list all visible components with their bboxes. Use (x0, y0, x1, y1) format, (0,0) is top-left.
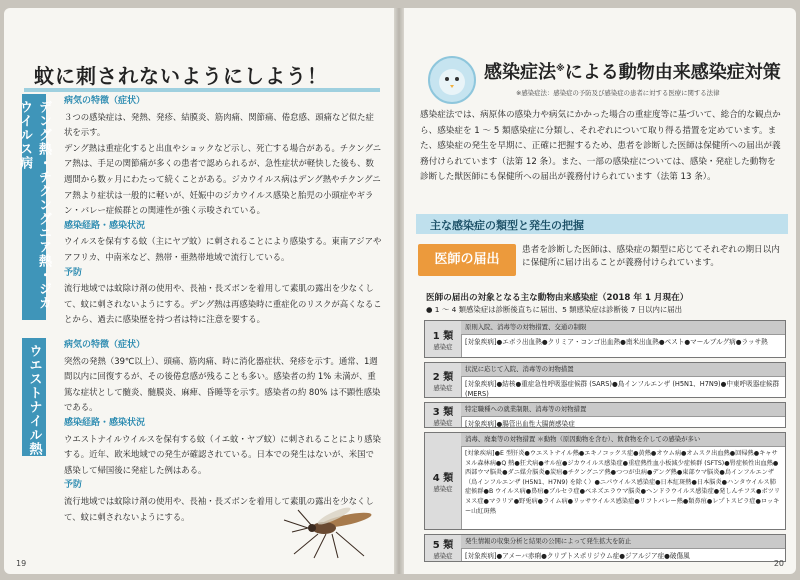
symptoms-text: 突然の発熱（39℃以上）、頭痛、筋肉痛、時に消化器症状、発疹を示す。通常、1週間以内に回復するが、その後倦怠感が残ることも多い。感染者の約 1% 未満が、重篤な症状として髄炎、髄膜炎、麻痺、昏睡等を示す。感染者の約 80% は不顕性感染である。 (64, 355, 381, 413)
class-number: 1 類 (432, 331, 454, 342)
title-mark: ※ (556, 64, 565, 74)
section-heading: 主な感染症の類型と発生の把握 (430, 219, 584, 232)
disease-band-dengue: デング熱・チクングニア熱・ジカウイルス病 (22, 94, 46, 320)
page-number: 19 (16, 559, 27, 568)
route-heading: 感染経路・感染状況 (64, 220, 146, 231)
class-body (461, 403, 785, 427)
class-diseases: [対象疾病]●E 型肝炎●ウエストナイル熱●エキノコックス症●黄熱●オウム病●オムスク出血熱●回帰熱●キャサヌル森林病●Q 熱●狂犬病●サル痘●ジカウイルス感染症●重症熱性血小板減少症候群 (SFTS)●腎症候性出血熱●西部ウマ脳炎●ダニ媒介脳炎●炭疽●チクングニア熱●つつが虫病●デング熱●東部ウマ脳炎●鳥インフルエンザ（鳥インフルエンザ (H5N1、H7N9) を除く）●ニパウイルス感染症●日本紅斑熱●日本脳炎●ハンタウイルス肺症候群●B ウイルス病●鼻疽●ブルセラ症●ベネズエラウマ脳炎●ヘンドラウイルス感染症●発しんチフス●ボツリヌス症●マラリア●野兎病●ライム病●リッサウイルス感染症●リフトバレー熱●類鼻疽●レプトスピラ症●ロッキー山紅斑熱 (465, 450, 781, 515)
class-label (425, 363, 462, 397)
prevention-text: 流行地域では蚊除け剤の使用や、長袖・長ズボンを着用して素肌の露出を少なくして、蚊に刺されないようにする。デング熱は再感染時に重症化のリスクが高くなることから、過去に感染歴を持つ者は特に注意を要する。 (64, 283, 382, 325)
symptoms-detail: デング熱は重症化すると出血やショックなど示し、死亡する場合がある。チクングニア熱は、手足の関節痛が多くの患者で認められるが、急性症状が軽快した後も、数週間から数ヶ月にわたって続くことがある。ジカウイルス病はデング熱やチクングニア熱より症状は一般的に軽いが、妊娠中のジカウイルス感染と胎児の小頭症やギラン・バレー症候群との関連性が強く示唆されている。 (64, 142, 382, 216)
intro-paragraph: 感染症法では、病原体の感染力や病気にかかった場合の重症度等に基づいて、総合的な観点から、感染症を 1 ～ 5 類感染症に分類し、それぞれについて取り得る措置を定めています。また、感染症の発生を早期に、正確に把握するため、患者を診断した医師は保健所への届出が義務付けられています（法第 12 条）。また、一部の感染症については、感染・発症した動物を診断した獣医師にも保健所への届出が義務付けられています（法第 13 条）。 (420, 110, 781, 183)
class-measures: 原則入院、消毒等の対物措置、交通の制限 (461, 321, 785, 335)
title-law: 感染症法 (484, 62, 556, 83)
class-body (461, 321, 785, 357)
class-label (425, 535, 462, 561)
class-diseases: [対象疾病]●結核●重症急性呼吸器症候群 (SARS)●鳥インフルエンザ (H5N1、H7N9)●中東呼吸器症候群 (MERS) (465, 380, 780, 398)
class-3-row (424, 402, 786, 428)
class-word: 感染症 (433, 419, 453, 427)
doctor-report-badge: 医師の届出 (418, 244, 516, 276)
class-body (461, 535, 785, 561)
class-measures: 消毒、廃棄等の対物措置 ＊動物（原因動物を含む）、飲食物を介しての感染が多い (461, 433, 785, 447)
class-word: 感染症 (433, 343, 453, 351)
class-5-row (424, 534, 786, 562)
table-subtitle: ● 1 ～ 4 類感染症は診断後直ちに届出、5 類感染症は診断後 7 日以内に届出 (426, 305, 683, 314)
symptoms-heading: 病気の特徴（症状） (64, 96, 146, 106)
right-page-header (418, 52, 784, 104)
prevention-heading: 予防 (64, 267, 83, 278)
dengue-section (64, 94, 382, 328)
class-word: 感染症 (433, 552, 453, 560)
route-heading: 感染経路・感染状況 (64, 417, 146, 428)
symptoms-heading: 病気の特徴（症状） (64, 340, 146, 350)
book-gutter (394, 8, 404, 574)
class-body (461, 363, 785, 397)
route-text: ウイルスを保有する蚊（主にヤブ蚊）に刺されることにより感染する。東南アジアやアフリカ、中南米など、熱帯・亜熱帯地域で流行している。 (64, 236, 382, 262)
class-measures: 状況に応じて入院、消毒等の対物措置 (461, 363, 785, 377)
disease-band-westnile: ウエストナイル熱 (22, 338, 46, 456)
title-rest: による動物由来感染症対策 (564, 62, 781, 83)
class-measures: 発生情報の収集分析と結果の公開によって発生拡大を防止 (461, 535, 785, 549)
prevention-text: 流行地域では蚊除け剤の使用や、長袖・長ズボンを着用して素肌の露出を少なくして、蚊に刺されないようにする。 (64, 495, 374, 522)
law-footnote: ※感染症法：感染症の予防及び感染症の患者に対する医療に関する法律 (516, 89, 720, 97)
class-word: 感染症 (433, 485, 453, 493)
class-1-row (424, 320, 786, 358)
class-label (425, 321, 462, 357)
class-word: 感染症 (433, 384, 453, 392)
doctor-report-description: 患者を診断した医師は、感染症の類型に応じてそれぞれの期日以内に保健所に届け出ることが義務付けられています。 (522, 245, 780, 268)
class-number: 3 類 (432, 407, 454, 418)
class-measures: 特定職種への就業制限、消毒等の対物措置 (461, 403, 785, 417)
table-title: 医師の届出の対象となる主な動物由来感染症（2018 年 1 月現在） (426, 293, 689, 303)
route-text: ウエストナイルウイルスを保有する蚊（イエ蚊・ヤブ蚊）に刺されることにより感染する。近年、欧米地域での発生が確認されている。日本での発生はないが、米国で感染して帰国後に発症した例はある。 (64, 433, 381, 475)
class-diseases: [対象疾病]●エボラ出血熱●クリミア・コンゴ出血熱●南米出血熱●ペスト●マールブルグ病●ラッサ熱 (465, 338, 768, 346)
right-page-title (484, 58, 781, 84)
left-page-title: 蚊に刺されないようにしよう！ (34, 64, 328, 88)
section-heading-bar (416, 214, 788, 234)
class-number: 5 類 (432, 540, 454, 551)
class-2-row (424, 362, 786, 398)
class-label (425, 403, 462, 427)
class-number: 4 類 (432, 473, 454, 484)
westnile-section (64, 338, 382, 525)
class-number: 2 類 (432, 372, 454, 383)
class-label (425, 433, 462, 529)
symptoms-text: ３つの感染症は、発熱、発疹、結膜炎、筋肉痛、関節痛、倦怠感、頭痛など似た症状を示す。 (64, 111, 374, 138)
page-number: 20 (773, 559, 784, 568)
right-page (404, 8, 796, 574)
left-page (4, 8, 394, 574)
class-diseases: [対象疾病]●腸管出血性大腸菌感染症 (465, 420, 575, 428)
class-diseases: [対象疾病]●アメーバ赤痢●クリプトスポリジウム症●ジアルジア症●破傷風 (465, 552, 690, 560)
prevention-heading: 予防 (64, 480, 83, 491)
class-4-row (424, 432, 786, 530)
class-body (461, 433, 785, 529)
bird-character-icon (428, 56, 476, 104)
mosquito-illustration (274, 500, 384, 560)
title-underline (24, 88, 380, 92)
